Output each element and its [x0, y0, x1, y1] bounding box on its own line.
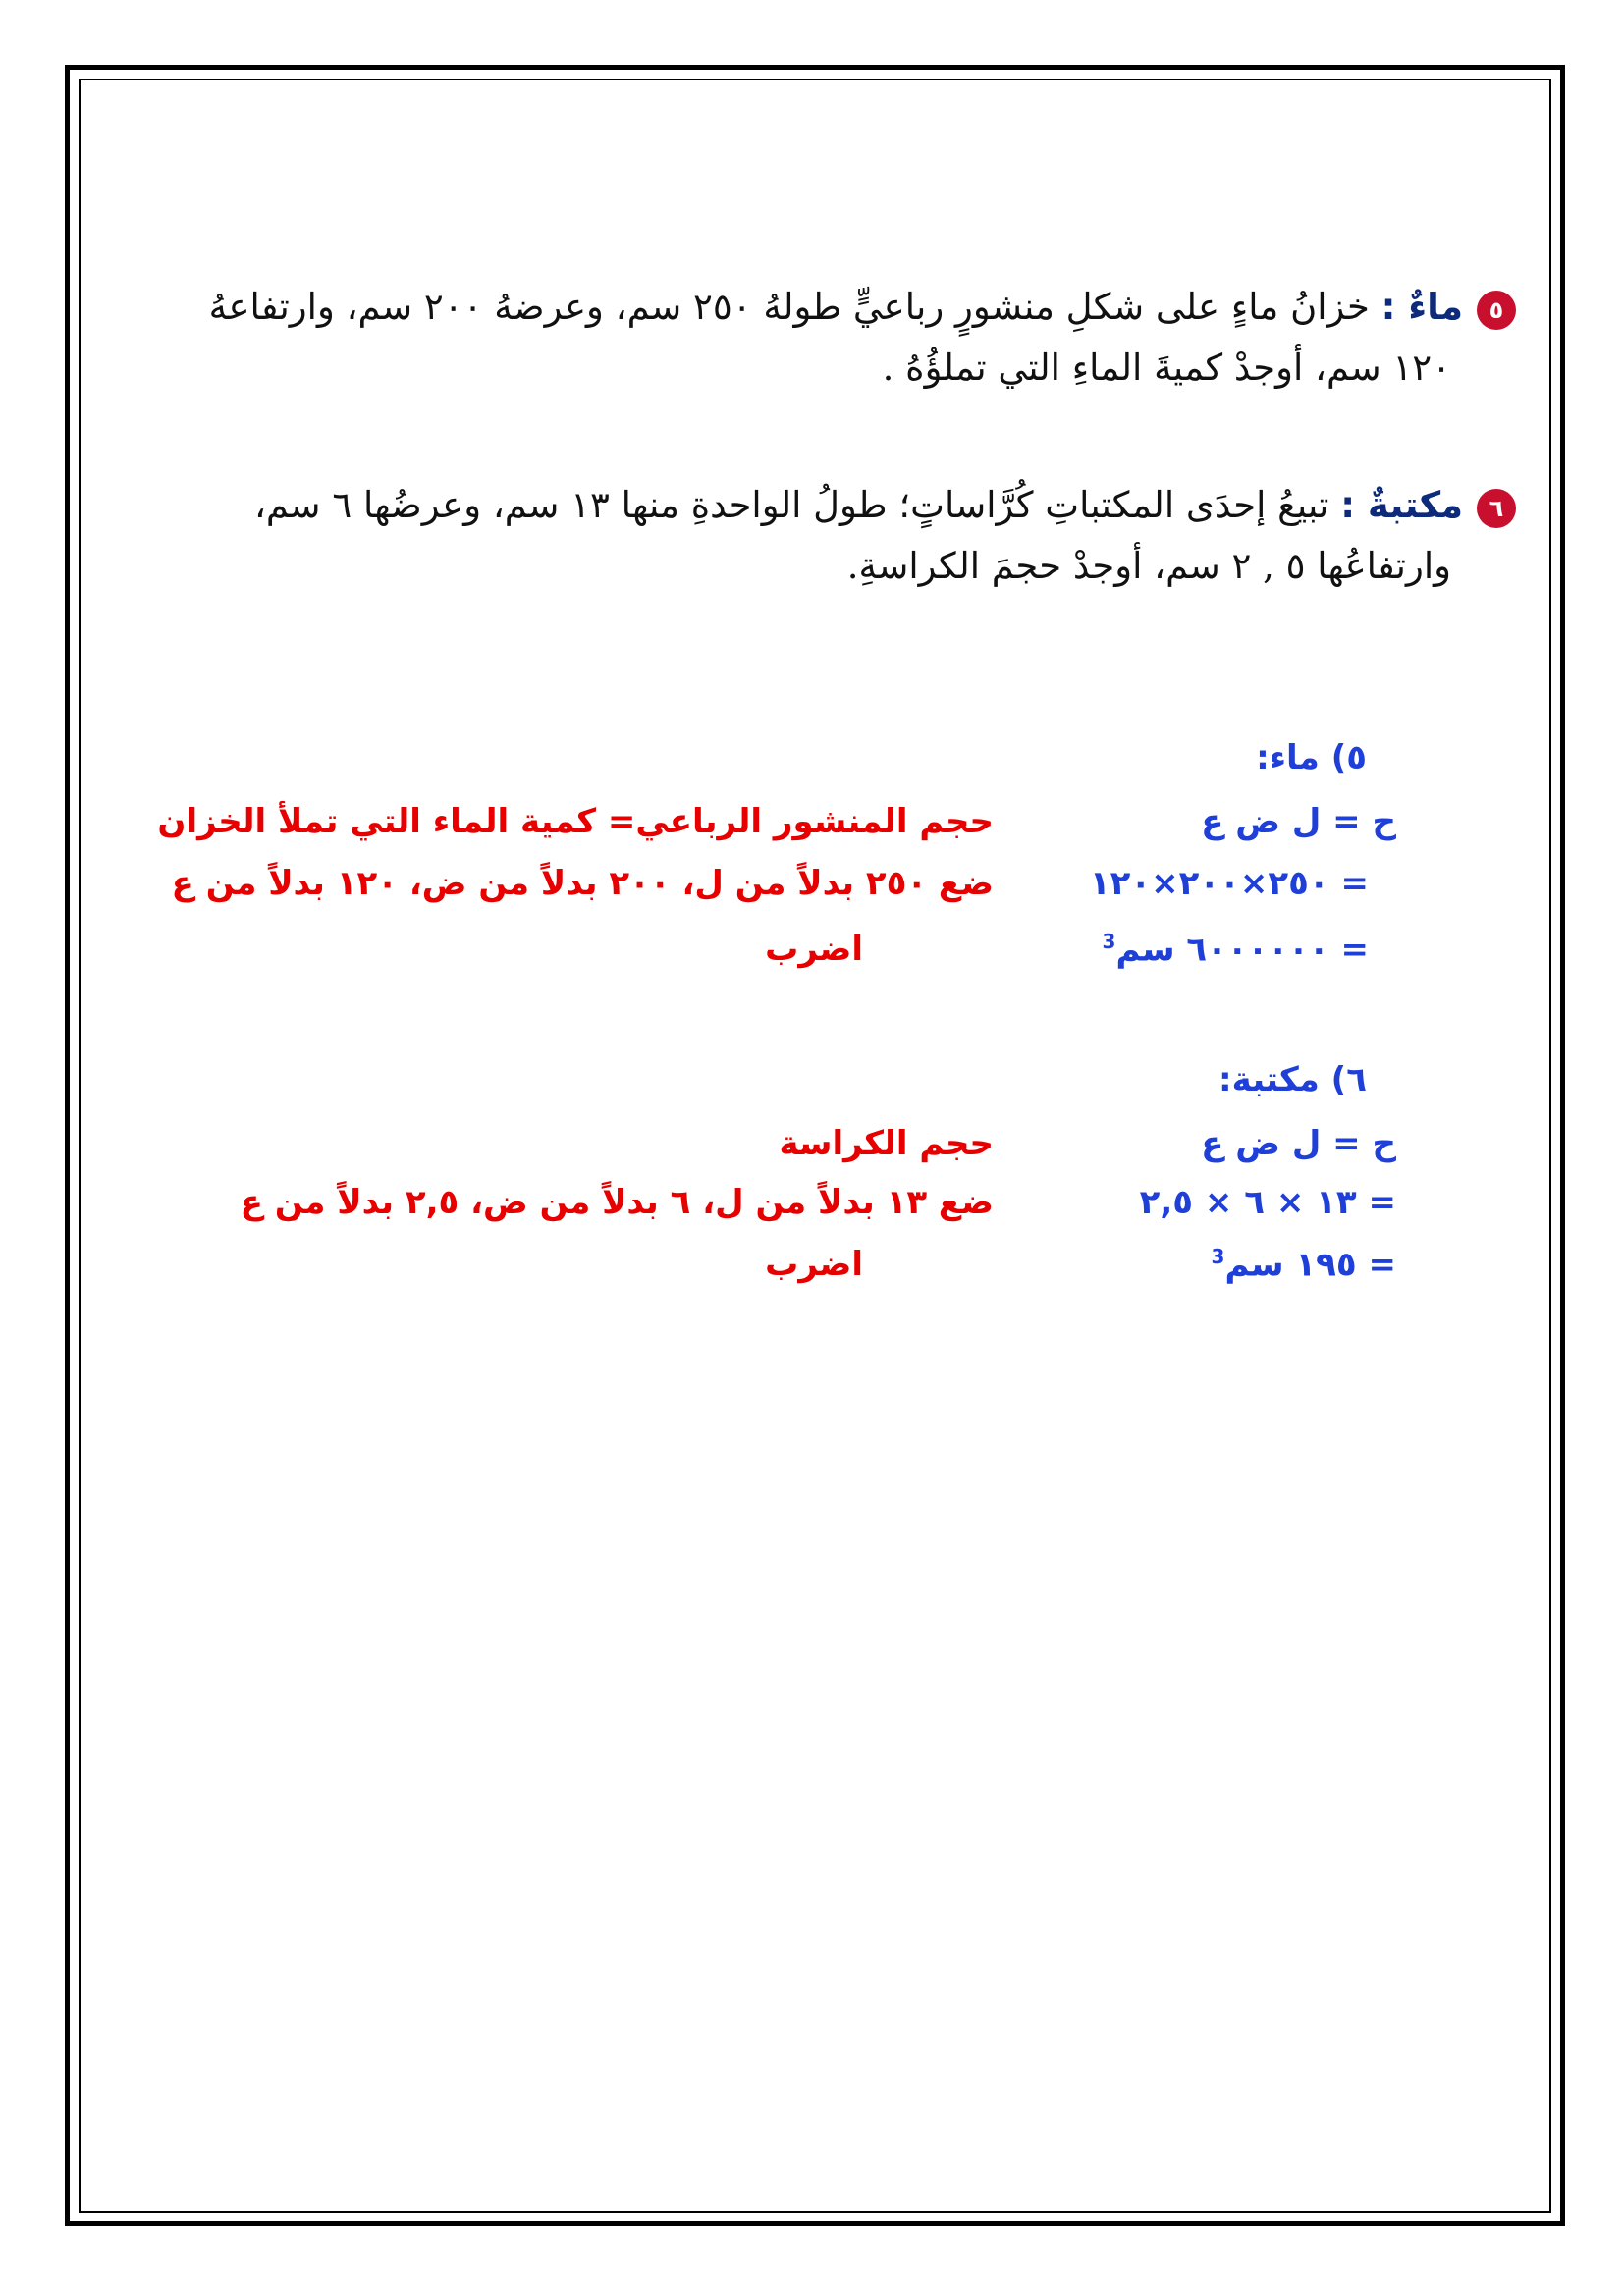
problem-text-line1: تبيعُ إحدَى المكتباتِ كُرَّاساتٍ؛ طولُ الواحدةِ منها ١٣ سم، وعرضُها ٦ سم،: [253, 484, 1329, 526]
problem-text-line2: وارتفاعُها ٥ , ٢ سم، أوجدْ حجمَ الكراسةِ.: [846, 545, 1451, 587]
problem-keyword: ماءٌ :: [1380, 286, 1463, 328]
problem-text-line1: خزانُ ماءٍ على شكلِ منشورٍ رباعيٍّ طولهُ ٢٥٠ سم، وعرضهُ ٢٠٠ سم، وارتفاعهُ: [208, 286, 1370, 328]
solution-note-2: ضع ٢٥٠ بدلاً من ل، ٢٠٠ بدلاً من ض، ١٢٠ بدلاً من ع: [171, 864, 994, 903]
solution-note-1: حجم الكراسة: [779, 1124, 994, 1163]
solution-formula: ح = ل ض ع: [1201, 1124, 1396, 1163]
problem-number-badge: ٦: [1477, 489, 1516, 528]
problem-5: [141, 277, 1516, 399]
solution-note-1: حجم المنشور الرباعي= كمية الماء التي تملأ الخزان: [157, 802, 994, 841]
problem-text-line2: ١٢٠ سم، أوجدْ كميةَ الماءِ التي تملؤُهُ .: [882, 347, 1451, 389]
solution-heading: ٥) ماء:: [1256, 738, 1367, 777]
solution-step1: = ١٣ × ٦ × ٢,٥: [1139, 1183, 1396, 1222]
solution-note-3: اضرب: [765, 1245, 863, 1284]
problem-6: [141, 475, 1516, 597]
solution-step2: = ٦٠٠٠٠٠٠ سم$^3$: [1102, 930, 1369, 970]
solution-note-2: ضع ١٣ بدلاً من ل، ٦ بدلاً من ض، ٢,٥ بدلاً من ع: [240, 1183, 994, 1222]
solution-note-3: اضرب: [765, 930, 863, 969]
solution-heading: ٦) مكتبة:: [1218, 1060, 1367, 1099]
solution-formula: ح = ل ض ع: [1201, 802, 1396, 841]
unit-exponent: 3: [1102, 930, 1116, 953]
solution-step2: = ١٩٥ سم$^3$: [1211, 1245, 1396, 1285]
problem-number-badge: ٥: [1477, 291, 1516, 330]
unit-exponent: 3: [1211, 1245, 1225, 1268]
solution-step1: = ٢٥٠×٢٠٠×١٢٠: [1089, 864, 1369, 903]
problem-keyword: مكتبةٌ :: [1340, 484, 1463, 526]
